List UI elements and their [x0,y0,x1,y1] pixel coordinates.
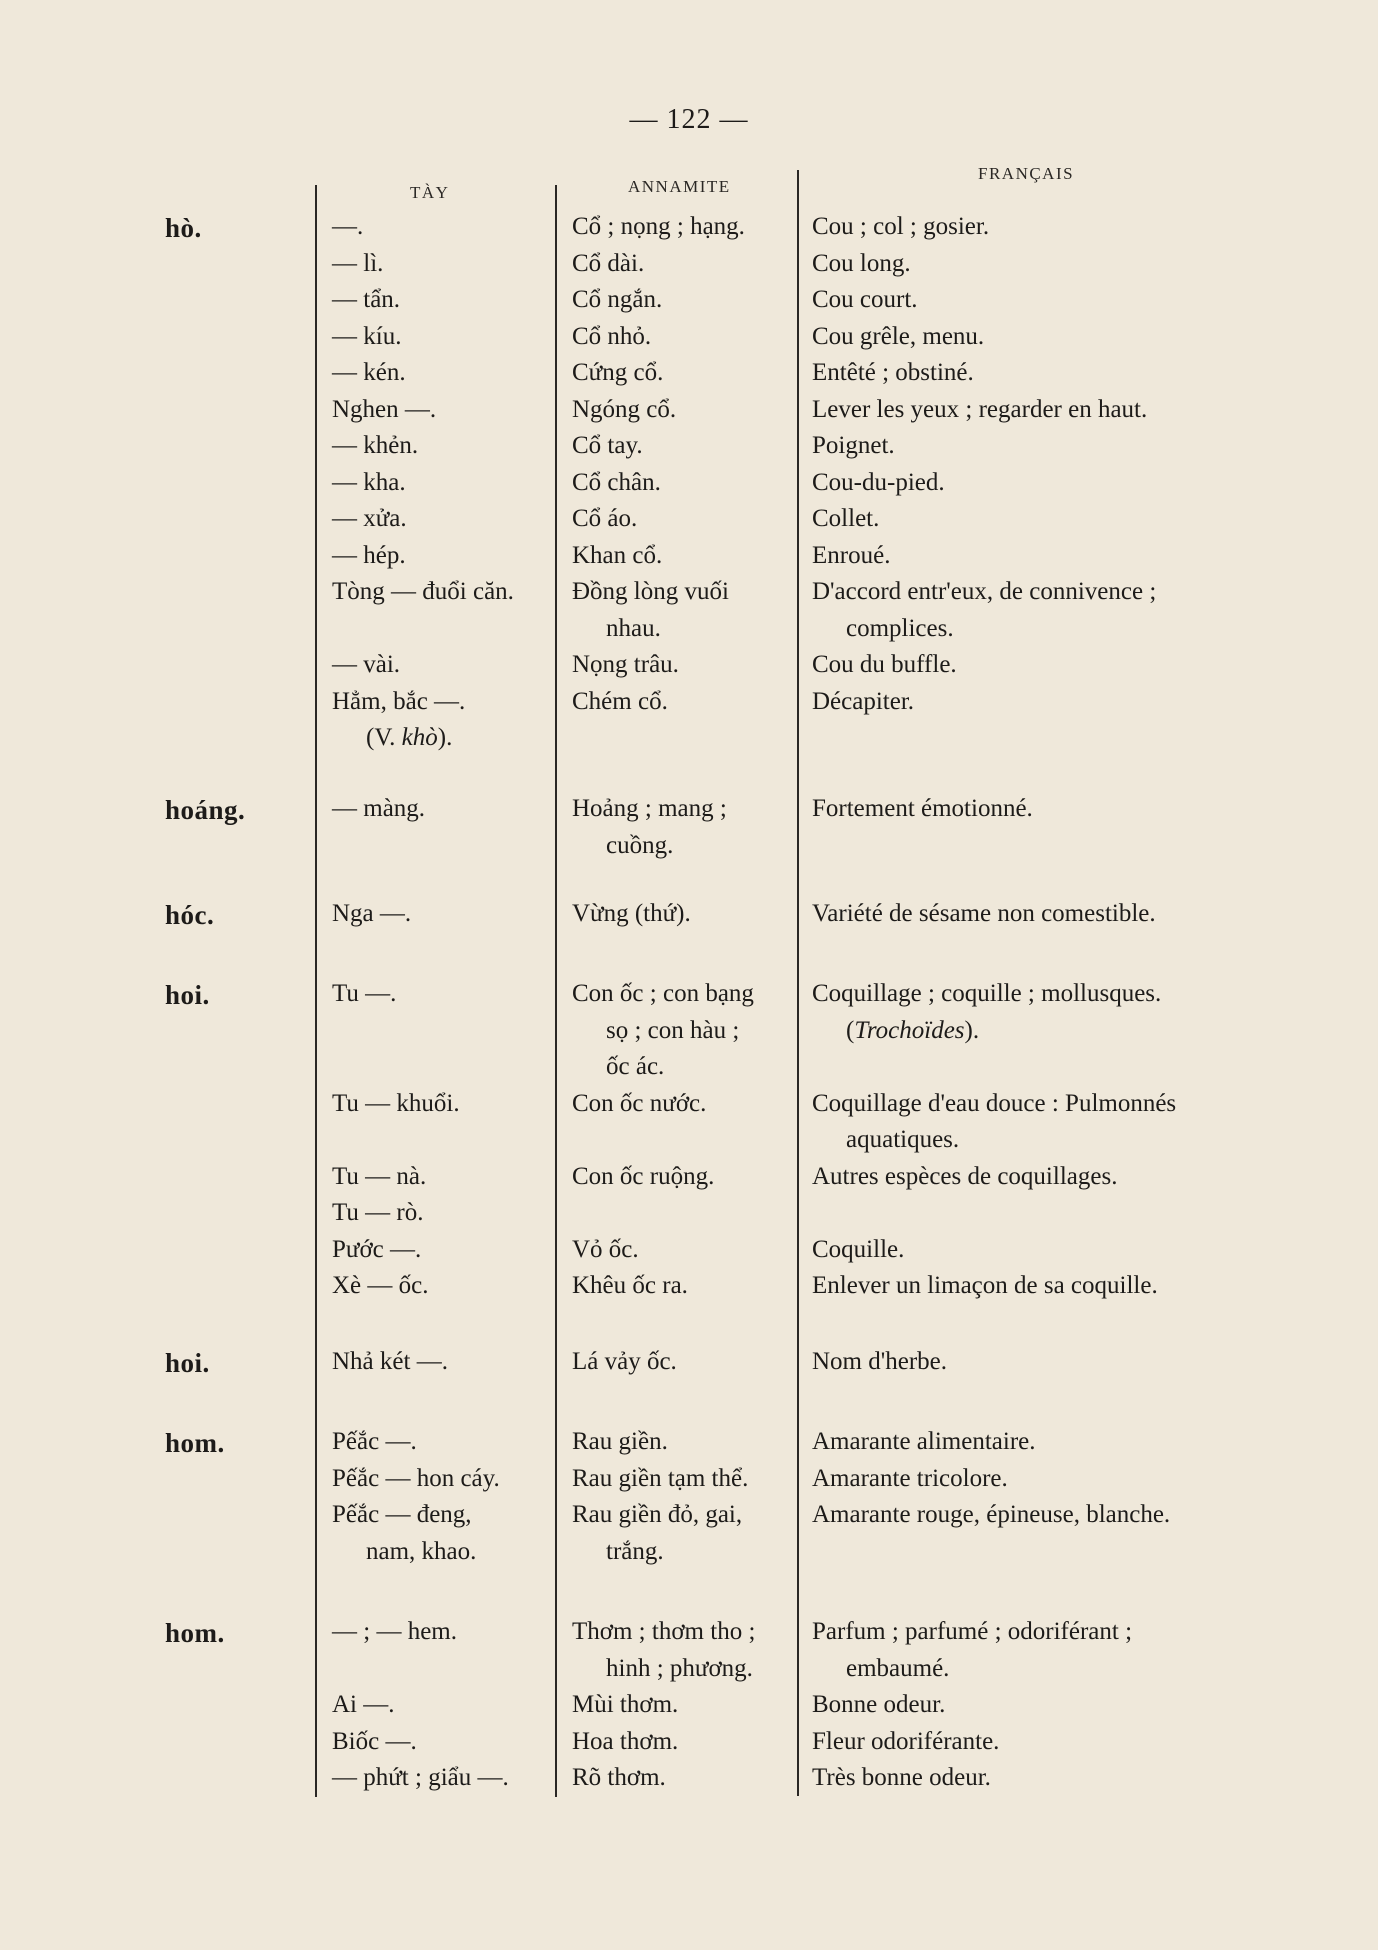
annamite-cell: Rõ thơm. [572,1764,666,1791]
tay-cell: —. [332,213,364,240]
francais-cell: Très bonne odeur. [812,1764,991,1791]
tay-cell: Nhả két —. [332,1348,448,1375]
entry-line [0,724,1378,760]
entry-line [0,615,1378,651]
annamite-cell: Thơm ; thơm tho ; [572,1618,756,1645]
annamite-cell: Cổ dài. [572,249,645,277]
entry-line [0,651,1378,687]
annamite-cell: Hoảng ; mang ; [572,795,727,822]
entry-line [0,688,1378,724]
entry-line [0,1272,1378,1308]
page-number: — 122 — [629,104,749,135]
tay-cell: Nga —. [332,900,412,927]
annamite-cell: Rau giền đỏ, gai, [572,1501,743,1528]
entry-headword: hom. [165,1618,225,1648]
entry-line [0,1126,1378,1162]
tay-cell: Tu — rò. [332,1199,424,1226]
francais-cell: Autres espèces de coquillages. [812,1162,1118,1190]
tay-cell: — kha. [332,468,406,496]
annamite-cell: Chém cổ. [572,687,668,715]
entry-line [0,832,1378,868]
entry-line [0,1728,1378,1764]
entry-line [0,1053,1378,1089]
francais-cell: Entêté ; obstiné. [812,359,974,386]
annamite-cell: Khan cổ. [572,541,663,569]
entry-line [0,980,1378,1016]
entry-line [0,469,1378,505]
francais-cell: D'accord entr'eux, de connivence ; [812,578,1157,605]
francais-cell: Cou long. [812,249,911,277]
francais-cell: Variété de sésame non comestible. [812,900,1156,927]
tay-cell: — vài. [332,651,401,678]
entry-headword: hoi. [165,1348,210,1378]
annamite-cell: Con ốc ; con bạng [572,980,754,1007]
tay-cell: Pếắc — hon cáy. [332,1464,500,1492]
francais-cell: Cou ; col ; gosier. [812,213,990,240]
entry-line [0,1090,1378,1126]
tay-cell: Tòng — đuổi căn. [332,578,514,605]
francais-cell: complices. [846,614,954,642]
tay-cell: — kíu. [332,322,402,350]
entry-line [0,1199,1378,1235]
tay-cell: Tu — khuổi. [332,1089,460,1117]
entry-line [0,505,1378,541]
annamite-cell: ốc ác. [606,1053,665,1080]
francais-cell: Amarante rouge, épineuse, blanche. [812,1501,1171,1528]
entry-line [0,578,1378,614]
entry-line [0,1348,1378,1384]
francais-cell: Bonne odeur. [812,1691,946,1718]
entry-line [0,1764,1378,1800]
entry-line [0,396,1378,432]
entry-line [0,1655,1378,1691]
tay-cell: Pếắc —. [332,1428,417,1455]
tay-cell: nam, khao. [366,1537,477,1565]
entry-line [0,1501,1378,1537]
entry-line [0,795,1378,831]
entry-line [0,250,1378,286]
francais-cell: Décapiter. [812,687,915,715]
entry-line [0,1538,1378,1574]
francais-cell: Amarante tricolore. [812,1464,1008,1492]
column-header-francais: FRANÇAIS [978,164,1075,183]
tay-cell: — phứt ; giẩu —. [332,1764,509,1791]
francais-cell: Nom d'herbe. [812,1348,948,1375]
tay-cell: — khẻn. [332,432,419,459]
annamite-cell: trắng. [606,1537,664,1565]
entry-line [0,900,1378,936]
francais-cell: Cou du buffle. [812,651,957,678]
annamite-cell: Hoa thơm. [572,1727,679,1755]
francais-cell: Cou-du-pied. [812,468,945,496]
francais-cell: Collet. [812,505,880,532]
francais-cell: aquatiques. [846,1126,960,1153]
francais-cell: Cou court. [812,286,918,313]
annamite-cell: hinh ; phương. [606,1654,753,1682]
annamite-cell: Cổ ngắn. [572,286,663,313]
annamite-cell: Cổ nhỏ. [572,322,652,350]
annamite-cell: sọ ; con hàu ; [606,1016,740,1044]
francais-cell: Cou grêle, menu. [812,322,985,350]
tay-cell: (V. khò). [366,724,453,751]
tay-cell: Tu —. [332,980,397,1007]
entry-line [0,286,1378,322]
tay-cell: Biốc —. [332,1727,417,1755]
annamite-cell: cuồng. [606,831,674,859]
annamite-cell: Vừng (thứ). [572,900,691,927]
francais-cell: Coquille. [812,1235,905,1263]
francais-cell: Amarante alimentaire. [812,1428,1036,1455]
annamite-cell: Rau giền tạm thể. [572,1464,749,1492]
column-header-tay: TÀY [410,183,450,202]
tay-cell: — xửa. [332,505,407,532]
column-header-annamite: ANNAMITE [628,177,731,196]
entry-line [0,1465,1378,1501]
francais-cell: Fortement émotionné. [812,795,1033,822]
tay-cell: — kén. [332,359,406,386]
francais-cell: Coquillage ; coquille ; mollusques. [812,980,1162,1007]
tay-cell: Nghen —. [332,395,437,423]
annamite-cell: Con ốc nước. [572,1089,707,1117]
tay-cell: — lì. [332,249,384,277]
entry-headword: hóc. [165,900,215,930]
tay-cell: — màng. [332,795,426,822]
annamite-cell: Con ốc ruộng. [572,1162,715,1190]
entry-line [0,1236,1378,1272]
entry-line [0,1017,1378,1053]
entry-headword: hom. [165,1428,225,1458]
tay-cell: Pếắc — đeng, [332,1501,472,1528]
entry-headword: hoi. [165,980,210,1010]
francais-cell: Lever les yeux ; regarder en haut. [812,395,1148,423]
entry-line [0,1428,1378,1464]
annamite-cell: Rau giền. [572,1428,668,1455]
francais-cell: (Trochoïdes). [846,1016,980,1044]
francais-cell: Enroué. [812,541,891,569]
annamite-cell: Mùi thơm. [572,1691,679,1718]
francais-cell: Fleur odoriférante. [812,1727,1000,1755]
entry-line [0,1691,1378,1727]
annamite-cell: Nọng trâu. [572,651,679,678]
tay-cell: Tu — nà. [332,1162,427,1190]
annamite-cell: Cổ ; nọng ; hạng. [572,213,745,240]
entry-line [0,1163,1378,1199]
entry-line [0,542,1378,578]
annamite-cell: Cứng cổ. [572,359,664,386]
entry-line [0,1618,1378,1654]
tay-cell: Hẳm, bắc —. [332,687,466,715]
francais-cell: Enlever un limaçon de sa coquille. [812,1272,1158,1299]
annamite-cell: Ngóng cổ. [572,395,677,423]
annamite-cell: Cổ áo. [572,505,638,532]
entry-headword: hò. [165,213,202,243]
annamite-cell: Vỏ ốc. [572,1235,639,1263]
tay-cell: Pước —. [332,1235,422,1263]
tay-cell: Xè — ốc. [332,1272,429,1299]
francais-cell: Poignet. [812,432,895,459]
francais-cell: Coquillage d'eau douce : Pulmonnés [812,1089,1177,1117]
annamite-cell: Lá vảy ốc. [572,1348,677,1375]
annamite-cell: Khêu ốc ra. [572,1272,688,1299]
tay-cell: — ; — hem. [332,1618,457,1645]
annamite-cell: Đồng lòng vuối [572,578,729,605]
entry-line [0,323,1378,359]
tay-cell: Ai —. [332,1691,395,1718]
tay-cell: — tẩn. [332,286,401,313]
annamite-cell: nhau. [606,614,661,642]
annamite-cell: Cổ chân. [572,468,661,496]
entry-line [0,359,1378,395]
entry-line [0,213,1378,249]
tay-cell: — hép. [332,541,406,569]
entry-line [0,432,1378,468]
francais-cell: Parfum ; parfumé ; odoriférant ; [812,1618,1133,1645]
annamite-cell: Cổ tay. [572,432,643,459]
entry-headword: hoáng. [165,795,246,825]
francais-cell: embaumé. [846,1654,950,1682]
